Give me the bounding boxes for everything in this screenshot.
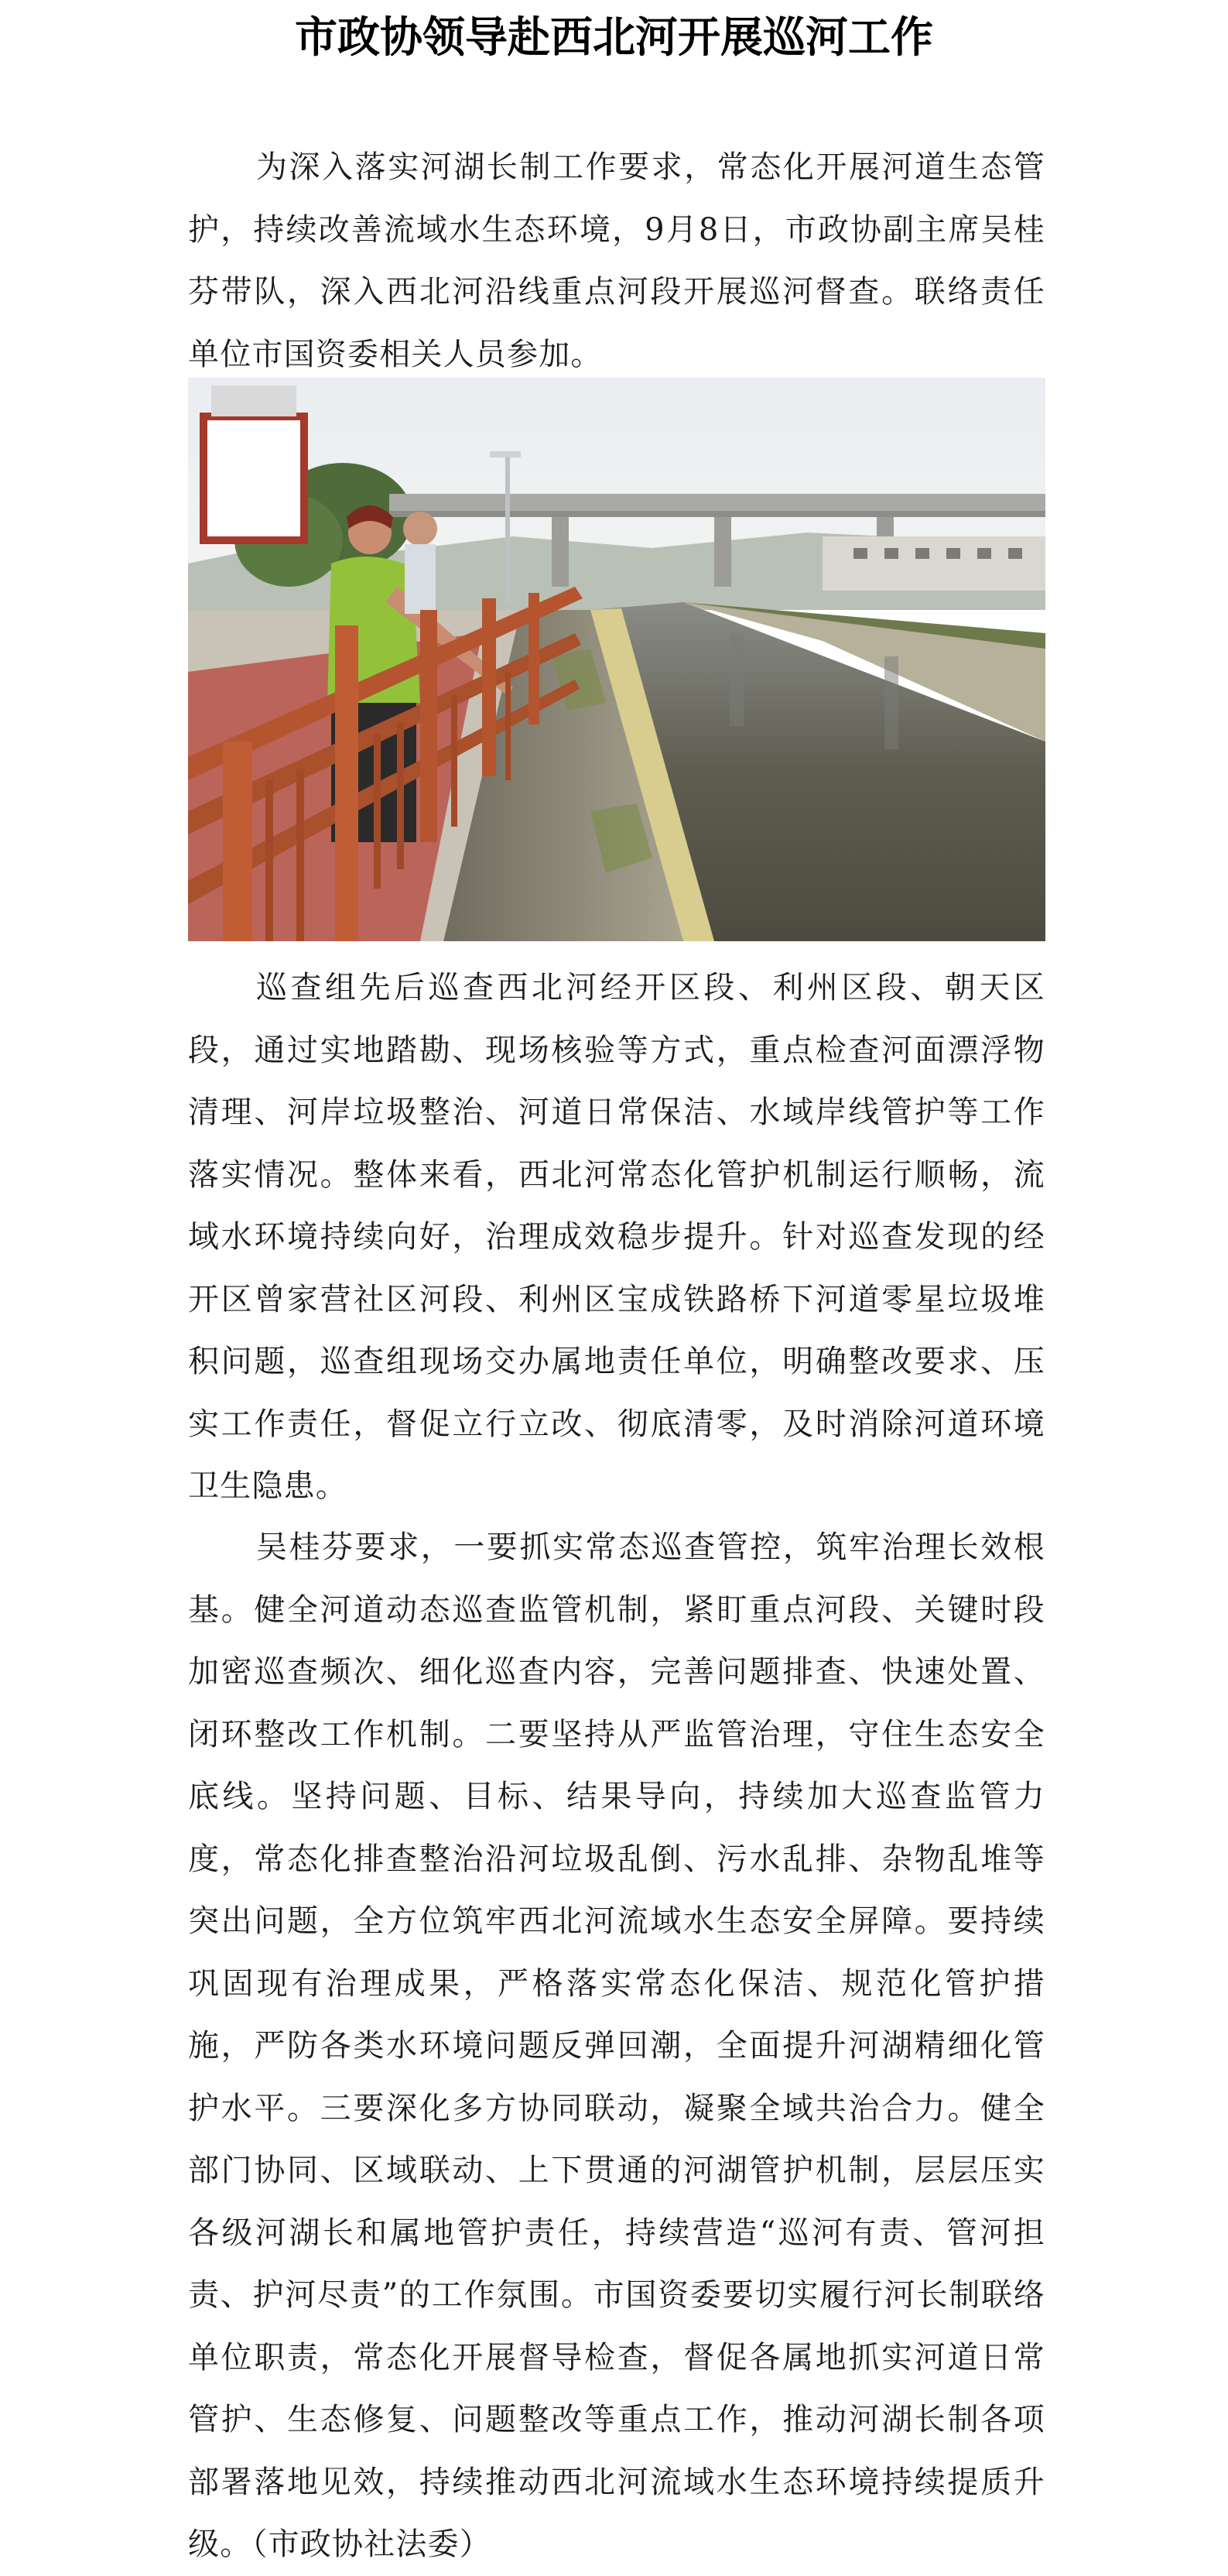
article-photo (188, 378, 1045, 941)
river-inspection-photo (188, 378, 1045, 941)
article-paragraph-3: 吴桂芬要求，一要抓实常态巡查管控，筑牢治理长效根基。健全河道动态巡查监管机制，紧盯重点河段、关键时段加密巡查频次、细化巡查内容，完善问题排查、快速处置、闭环整改工作机制。二要坚持从严监管治理，守住生态安全底线。坚持问题、目标、结果导向，持续加大巡查监管力度，常态化排查整治沿河垃圾乱倒、污水乱排、杂物乱堆等突出问题，全方位筑牢西北河流域水生态安全屏障。要持续巩固现有治理成果，严格落实常态化保洁、规范化管护措施，严防各类水环境问题反弹回潮，全面提升河湖精细化管护水平。三要深化多方协同联动，凝聚全域共治合力。健全部门协同、区域联动、上下贯通的河湖管护机制，层层压实各级河湖长和属地管护责任，持续营造“巡河有责、管河担责、护河尽责”的工作氛围。市国资委要切实履行河长制联络单位职责，常态化开展督导检查，督促各属地抓实河道日常管护、生态修复、问题整改等重点工作，推动河湖长制各项部署落地见效，持续推动西北河流域水生态环境持续提质升级。（市政协社法委） (188, 1530, 1045, 2562)
article-title: 市政协领导赴西北河开展巡河工作 (294, 12, 933, 62)
article-paragraph-1: 为深入落实河湖长制工作要求，常态化开展河道生态管护，持续改善流域水生态环境，9月8日，市政协副主席吴桂芬带队，深入西北河沿线重点河段开展巡河督查。联络责任单位市国资委相关人员参加。 (188, 149, 1045, 372)
article-paragraph-2: 巡查组先后巡查西北河经开区段、利州区段、朝天区段，通过实地踏勘、现场核验等方式，重点检查河面漂浮物清理、河岸垃圾整治、河道日常保洁、水域岸线管护等工作落实情况。整体来看，西北河常态化管护机制运行顺畅，流域水环境持续向好，治理成效稳步提升。针对巡查发现的经开区曾家营社区河段、利州区宝成铁路桥下河道零星垃圾堆积问题，巡查组现场交办属地责任单位，明确整改要求、压实工作责任，督促立行立改、彻底清零，及时消除河道环境卫生隐患。 (188, 970, 1045, 1504)
